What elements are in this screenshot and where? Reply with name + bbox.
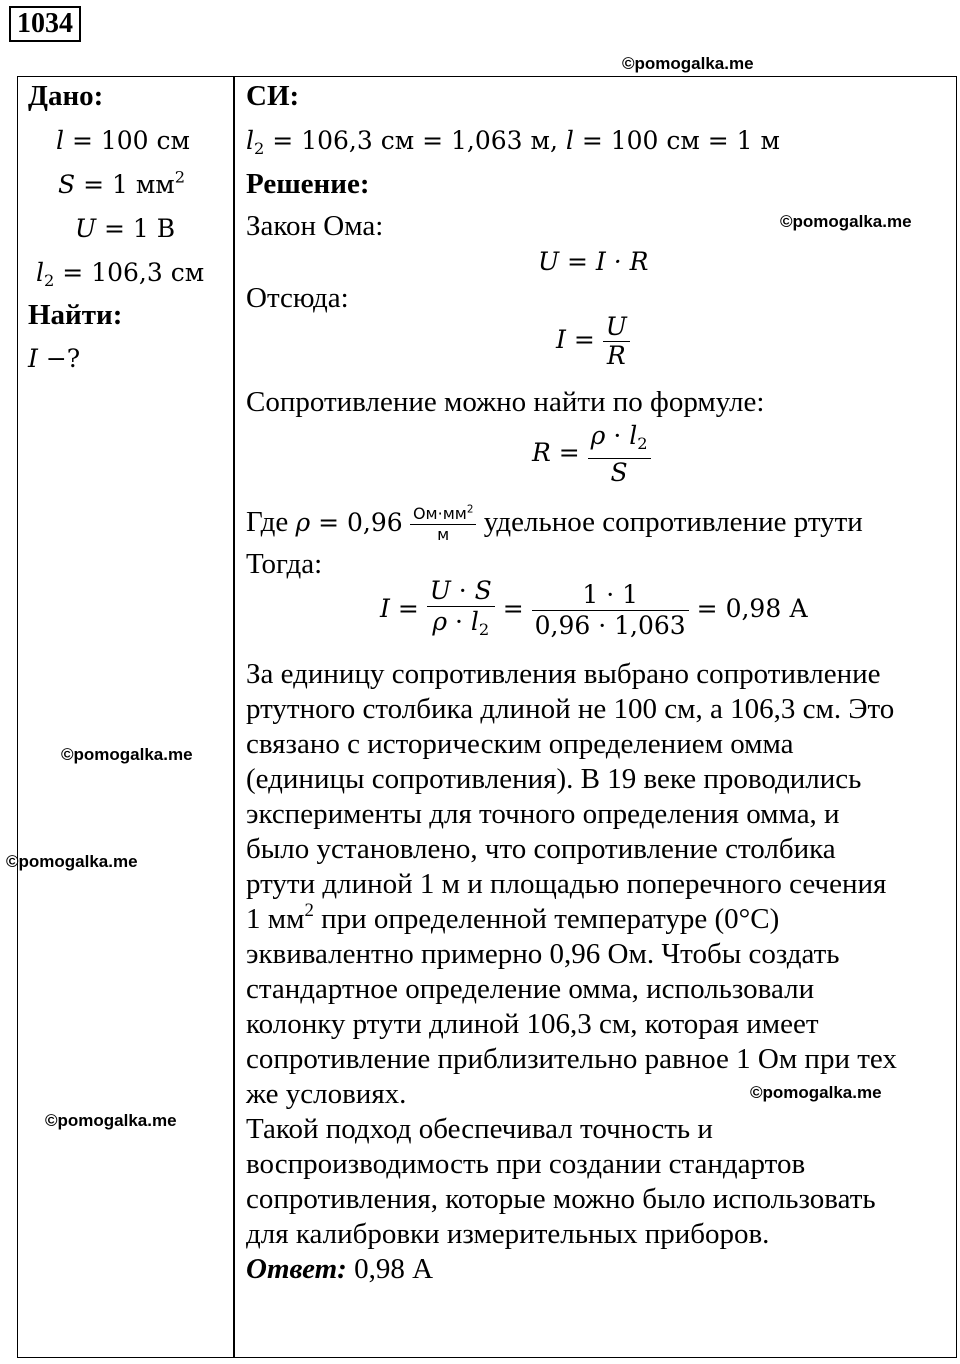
watermark: ©pomogalka.me [622,54,754,73]
si-heading: СИ: [246,80,300,112]
given-heading: Дано: [28,80,104,112]
answer-value: 0,98 А [354,1253,434,1285]
formula-ohm: U = I · R [538,247,649,276]
given-S: S = 1 $мм^2$ [58,167,186,199]
watermark: ©pomogalka.me [61,745,193,764]
rho-definition: Где ρ = 0,96 $\frac{Ом\cdot мм^2}{м}$ удельное сопротивление ртути [246,503,863,544]
hence-label: Отсюда: [246,282,349,314]
formula-final: I = $\frac{U \cdot S}{\rho \cdot l_2}$ = $\frac{1 \cdot 1}{0,96 \cdot 1,063}$ = 0,98 А [380,576,809,640]
then-label: Тогда: [246,548,323,580]
watermark: ©pomogalka.me [750,1083,882,1102]
explanation-paragraph: За единицу сопротивления выбрано сопротивление ртутного столбика длиной не 100 см, а 106,3 см. Это связано с историческим определением омма (единицы сопротивления). В 19 веке проводились эксперименты для точного определения омма, и было установлено, что сопротивление столбика ртути длиной 1 м и площадью поперечного сечения 1 $мм^2$ при определенной температуре (0°C) эквивалентно примерно 0,96 Ом. Чтобы создать стандартное определение омма, использовали колонку ртути длиной 106,3 см, которая имеет сопротивление приблизительно равное 1 Ом при тех же условиях. Такой подход обеспечивал точность и воспроизводимость при создании стандартов сопротивления, которые можно было использовать для калибровки измерительных приборов. Ответ: 0,98 А [246,658,897,1285]
answer-label: Ответ: [246,1253,347,1285]
si-line: $l_2 = 106,3$ см = 1,063 м, l = 100 см = 1 м [246,126,780,158]
given-l2: $l_2 = 106,3$ см [36,258,205,290]
find-heading: Найти: [28,299,123,331]
solution-table [6,76,957,1358]
column-divider [233,77,235,1357]
solution-heading: Решение: [246,168,370,200]
ohm-law-label: Закон Ома: [246,210,384,242]
resistance-text: Сопротивление можно найти по формуле: [246,386,765,418]
given-U: U = 1 В [75,214,176,243]
problem-number: 1034 [9,6,81,42]
watermark: ©pomogalka.me [780,212,912,231]
watermark: ©pomogalka.me [45,1111,177,1130]
formula-resistance: R = $\frac{\rho \cdot l_2}{S}$ [532,422,651,487]
watermark: ©pomogalka.me [6,852,138,871]
find-value: I −? [28,344,81,373]
formula-current: I = $\frac{U}{R}$ [556,313,630,370]
given-l: l = 100 см [56,126,190,155]
